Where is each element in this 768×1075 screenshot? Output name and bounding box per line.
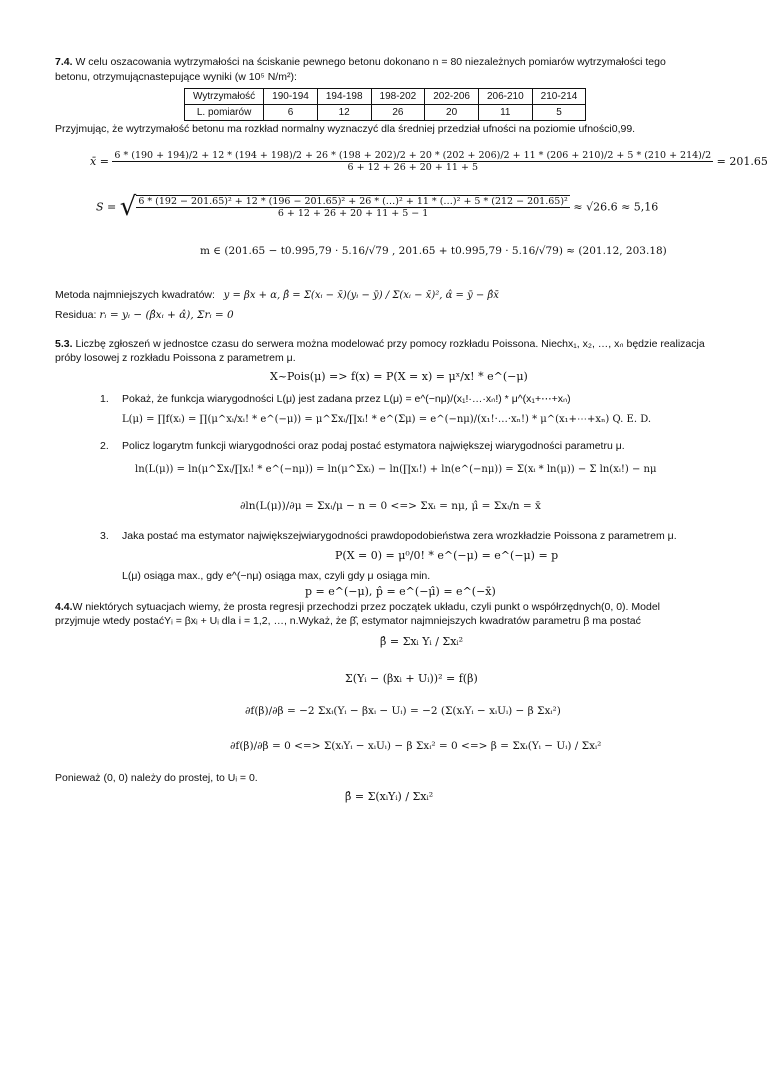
measurement-table bbox=[184, 88, 586, 121]
formula-s-value: ≈ √26.6 ≈ 5,16 bbox=[573, 200, 659, 214]
residuals-label: Residua: bbox=[55, 309, 97, 321]
task-4-4-conclusion: Ponieważ (0, 0) należy do prostej, to Uᵢ = 0. bbox=[55, 772, 258, 784]
table-row bbox=[185, 105, 586, 121]
formula-s-numerator: 6 * (192 − 201.65)² + 12 * (196 − 201.65)² + 26 * (…)² + 11 * (…)² + 5 * (212 − 201.65)² bbox=[138, 196, 568, 207]
least-squares-formula: y = βx + α, β̂ = Σ(xᵢ − x̄)(yᵢ − ȳ) / Σ(xᵢ − x̄)², α̂ = ȳ − β̂x̄ bbox=[223, 290, 499, 301]
table-cell: 202-206 bbox=[425, 89, 479, 105]
formula-p-estimator: p = e^(−μ), p̂ = e^(−μ̂) = e^(−x̄) bbox=[305, 585, 496, 598]
item-number: 2. bbox=[100, 440, 109, 452]
task-5-3-intro-line1: 5.3. Liczbę zgłoszeń w jednostce czasu do serwera można modelować przy pomocy rozkładu Poissona. Niechx₁, x₂, …, xₙ będzie realizacja bbox=[55, 338, 705, 350]
table-cell: 6 bbox=[264, 105, 318, 121]
formula-s-denominator: 6 + 12 + 26 + 20 + 11 + 5 − 1 bbox=[136, 207, 570, 219]
task-5-3-item-3: Jaka postać ma estymator największejwiarygodności prawdopodobieństwa zera wrozkładzie Poissona z parametrem μ. bbox=[122, 530, 677, 542]
formula-poisson: X~Pois(μ) => f(x) = P(X = x) = μˣ/x! * e^(−μ) bbox=[270, 370, 528, 383]
formula-xbar-numerator: 6 * (190 + 194)/2 + 12 * (194 + 198)/2 + 26 * (198 + 202)/2 + 20 * (202 + 206)/2 + 11 * (206 + 210)/2 + 5 * (210 + 214)/2 bbox=[114, 150, 712, 161]
table-cell: 12 bbox=[317, 105, 371, 121]
task-5-3-item-2: Policz logarytm funkcji wiarygodności oraz podaj postać estymatora największej wiarygodności parametru μ. bbox=[122, 440, 625, 452]
task-7-4-intro-line2: betonu, otrzymującnastepujące wyniki (w 10⁵ N/m²): bbox=[55, 71, 297, 83]
formula-xbar-value: = 201.65 bbox=[716, 155, 768, 168]
formula-derivative-1: ∂f(β)/∂β = −2 Σxᵢ(Yᵢ − βxᵢ − Uᵢ) = −2 (Σ(xᵢYᵢ − xᵢUᵢ) − β Σxᵢ²) bbox=[245, 705, 561, 717]
table-cell: 198-202 bbox=[371, 89, 425, 105]
formula-xbar-denominator: 6 + 12 + 26 + 20 + 11 + 5 bbox=[112, 161, 713, 173]
table-header-cell: L. pomiarów bbox=[185, 105, 264, 121]
residuals-line bbox=[55, 308, 715, 322]
table-cell: 194-198 bbox=[317, 89, 371, 105]
table-cell: 20 bbox=[425, 105, 479, 121]
item-number: 3. bbox=[100, 530, 109, 542]
table-cell: 26 bbox=[371, 105, 425, 121]
formula-log-likelihood-derivative: ∂ln(L(μ))/∂μ = Σxᵢ/μ − n = 0 <=> Σxᵢ = nμ, μ̂ = Σxᵢ/n = x̄ bbox=[240, 500, 541, 512]
task-5-3-intro-line2: próby losowej z rozkładu Poissona z parametrem μ. bbox=[55, 352, 296, 364]
table-row bbox=[185, 89, 586, 105]
table-cell: 190-194 bbox=[264, 89, 318, 105]
formula-f-beta: Σ(Yᵢ − (βxᵢ + Uᵢ))² = f(β) bbox=[345, 672, 478, 685]
formula-std-dev: S = √ 6 * (192 − 201.65)² + 12 * (196 − 201.65)² + 26 * (…)² + 11 * (…)² + 5 * (212 − 201.65)² 6 + 12 + 26 + 20 + 11 + 5 − 1 ≈ √26.6 ≈ 5,16 bbox=[96, 192, 659, 222]
least-squares-line bbox=[55, 288, 715, 303]
formula-likelihood-proof: L(μ) = ∏f(xᵢ) = ∏(μ^xᵢ/xᵢ! * e^(−μ)) = μ^Σxᵢ/∏xᵢ! * e^(Σμ) = e^(−nμ)/(x₁!·…·xₙ!) * μ^(x₁+⋯+xₙ) Q. E. D. bbox=[122, 414, 652, 425]
formula-zero-probability: P(X = 0) = μ⁰/0! * e^(−μ) = e^(−μ) = p bbox=[335, 549, 559, 562]
formula-log-likelihood: ln(L(μ)) = ln(μ^Σxᵢ/∏xᵢ! * e^(−nμ)) = ln(μ^Σxᵢ) − ln(∏xᵢ!) + ln(e^(−nμ)) = Σ(xᵢ * ln(μ)) − Σ ln(xᵢ!) − nμ bbox=[135, 464, 657, 475]
table-cell: 5 bbox=[532, 105, 586, 121]
table-cell: 11 bbox=[478, 105, 532, 121]
item-number: 1. bbox=[100, 393, 109, 405]
task-4-4-label: 4.4. bbox=[55, 601, 73, 613]
formula-beta-hat-final: β̂ = Σ(xᵢYᵢ) / Σxᵢ² bbox=[345, 790, 434, 803]
table-cell: 210-214 bbox=[532, 89, 586, 105]
task-4-4-intro-line1: 4.4.W niektórych sytuacjach wiemy, że prosta regresji przechodzi przez początek układu, czyli punkt o współrzędnych(0, 0). Model bbox=[55, 601, 660, 613]
task-5-3-item-3-note: L(μ) osiąga max., gdy e^(−nμ) osiąga max, czyli gdy μ osiąga min. bbox=[122, 570, 431, 582]
table-header-cell: Wytrzymałość bbox=[185, 89, 264, 105]
task-7-4-question: Przyjmując, że wytrzymałość betonu ma rozkład normalny wyznaczyć dla średniej przedział ufności na poziomie ufności0,99. bbox=[55, 123, 636, 135]
formula-confidence-interval: m ∈ (201.65 − t0.995,79 · 5.16/√79 , 201.65 + t0.995,79 · 5.16/√79) ≈ (201.12, 203.18) bbox=[200, 245, 667, 257]
formula-derivative-2: ∂f(β)/∂β = 0 <=> Σ(xᵢYᵢ − xᵢUᵢ) − β Σxᵢ² = 0 <=> β = Σxᵢ(Yᵢ − Uᵢ) / Σxᵢ² bbox=[230, 740, 602, 752]
task-5-3-label: 5.3. bbox=[55, 338, 73, 350]
task-7-4-intro-line1: 7.4. W celu oszacowania wytrzymałości na ściskanie pewnego betonu dokonano n = 80 niezależnych pomiarów wytrzymałości tego bbox=[55, 56, 666, 68]
least-squares-label: Metoda najmniejszych kwadratów: bbox=[55, 289, 215, 301]
task-7-4-label: 7.4. bbox=[55, 56, 73, 68]
table-cell: 206-210 bbox=[478, 89, 532, 105]
formula-xbar: x̄ = 6 * (190 + 194)/2 + 12 * (194 + 198)/2 + 26 * (198 + 202)/2 + 20 * (202 + 206)/2 + 11 * (206 + 210)/2 + 5 * (210 + 214)/2 6 + 12 + 26 + 20 + 11 + 5 = 201.65 bbox=[90, 150, 768, 173]
task-5-3-item-1: Pokaż, że funkcja wiarygodności L(μ) jest zadana przez L(μ) = e^(−nμ)/(x₁!·…·xₙ!) * μ^(x₁+⋯+xₙ) bbox=[122, 393, 571, 405]
formula-beta-hat: β̂ = Σxᵢ Yᵢ / Σxᵢ² bbox=[380, 635, 464, 648]
task-4-4-intro-line2: przyjmuje wtedy postaćYᵢ = βxᵢ + Uᵢ dla i = 1,2, …, n.Wykaż, że β̂, estymator najmniejszych kwadratów parametru β ma postać bbox=[55, 615, 641, 627]
residuals-formula: rᵢ = yᵢ − (β̂xᵢ + α̂), Σrᵢ = 0 bbox=[99, 309, 234, 321]
